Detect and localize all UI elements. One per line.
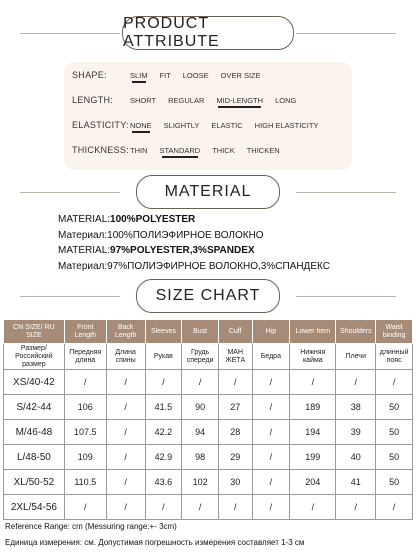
measurement-notes [5, 519, 304, 551]
table-cell: / [290, 370, 336, 395]
table-row-ru-headers [4, 344, 413, 370]
note-ru: Единица измерения: см. Допустимая погрешность измерения составляет 1-3 см [5, 538, 305, 547]
table-cell: L/48-50 [4, 445, 65, 470]
table-cell: 38 [336, 395, 376, 420]
table-cell: 42.2 [145, 420, 182, 445]
table-cell: 90 [182, 395, 219, 420]
table-cell: 43.6 [145, 470, 182, 495]
table-cell: МАН ЖЕТА [218, 344, 252, 370]
table-cell: 102 [182, 470, 219, 495]
table-cell: / [64, 370, 106, 395]
table-cell: / [252, 445, 290, 470]
divider-left [20, 192, 120, 193]
table-cell: 109 [64, 445, 106, 470]
divider-right [296, 296, 396, 297]
table-cell: 50 [376, 470, 413, 495]
divider-left [20, 33, 120, 34]
table-cell: Плечи [336, 344, 376, 370]
table-cell: / [145, 495, 182, 520]
table-cell: / [218, 495, 252, 520]
table-cell: 29 [218, 445, 252, 470]
note-en: Reference Range: cm (Messuring range:+- 3cm) [5, 522, 177, 531]
table-cell: / [252, 420, 290, 445]
table-cell: длинный пояс [376, 344, 413, 370]
table-cell: Рукав [145, 344, 182, 370]
material-line: Материал:100%ПОЛИЭФИРНОЕ ВОЛОКНО [58, 229, 264, 241]
col-header: Sleeves [145, 320, 182, 344]
col-header: Hip [252, 320, 290, 344]
table-cell: 50 [376, 395, 413, 420]
table-cell: / [336, 495, 376, 520]
attr-row-thickness [72, 140, 348, 160]
product-attribute-heading [0, 16, 416, 50]
divider-left [20, 296, 120, 297]
col-header: Front Length [64, 320, 106, 344]
table-row [4, 470, 413, 495]
table-cell: / [336, 370, 376, 395]
table-row [4, 495, 413, 520]
material-list [58, 212, 330, 274]
product-attribute-title: PRODUCT ATTRIBUTE [122, 16, 294, 50]
table-cell: 110.5 [64, 470, 106, 495]
table-cell: / [182, 495, 219, 520]
attr-option: SLIM [130, 70, 148, 80]
attr-option: NONE [130, 120, 152, 130]
col-header: Back Length [106, 320, 145, 344]
size-table [3, 319, 413, 520]
table-cell: Грудь спереди [182, 344, 219, 370]
attr-option: SHORT [130, 95, 157, 105]
table-cell: Размер/ Российский размер [4, 344, 65, 370]
table-cell: Бедра [252, 344, 290, 370]
size-chart-title: SIZE CHART [136, 279, 280, 313]
table-cell: 199 [290, 445, 336, 470]
table-cell: / [145, 370, 182, 395]
attr-label: THICKNESS: [72, 145, 130, 155]
table-cell: / [376, 370, 413, 395]
attr-option: SLIGHTLY [163, 120, 200, 130]
divider-right [296, 33, 396, 34]
table-cell: / [218, 370, 252, 395]
table-cell: / [252, 470, 290, 495]
col-header: Cuff [218, 320, 252, 344]
table-cell: 50 [376, 420, 413, 445]
attr-option: THICK [212, 145, 235, 155]
table-row [4, 370, 413, 395]
col-header: Lower hem [290, 320, 336, 344]
table-cell: 42.9 [145, 445, 182, 470]
attr-row-shape [72, 65, 348, 85]
attr-option: HIGH ELASTICITY [254, 120, 319, 130]
table-cell: / [290, 495, 336, 520]
attr-option: THIN [130, 145, 148, 155]
attr-option: MID-LENGTH [216, 95, 264, 105]
table-cell: / [252, 495, 290, 520]
table-cell: 189 [290, 395, 336, 420]
product-attribute-card [64, 62, 352, 170]
attr-option: OVER SIZE [220, 70, 261, 80]
table-cell: / [106, 370, 145, 395]
table-cell: 94 [182, 420, 219, 445]
table-cell: / [106, 420, 145, 445]
material-line: Материал:97%ПОЛИЭФИРНОЕ ВОЛОКНО,3%СПАНДЕКС [58, 260, 330, 272]
table-row [4, 395, 413, 420]
material-title: MATERIAL [136, 175, 280, 209]
col-header: Waist binding [376, 320, 413, 344]
size-chart-heading [0, 279, 416, 313]
table-cell: XL/50-52 [4, 470, 65, 495]
table-cell: 28 [218, 420, 252, 445]
table-cell: 40 [336, 445, 376, 470]
table-cell: / [106, 495, 145, 520]
table-cell: XS/40-42 [4, 370, 65, 395]
table-cell: / [252, 370, 290, 395]
col-header: CN SIZE/ RU SIZE [4, 320, 65, 344]
table-cell: / [106, 470, 145, 495]
attr-option: LOOSE [182, 70, 209, 80]
attr-option: LONG [275, 95, 297, 105]
attr-option: FIT [159, 70, 171, 80]
attr-label: LENGTH: [72, 95, 114, 105]
table-cell: 194 [290, 420, 336, 445]
table-cell: 50 [376, 445, 413, 470]
table-cell: M/46-48 [4, 420, 65, 445]
col-header: Bust [182, 320, 219, 344]
material-heading [0, 175, 416, 209]
attr-row-elasticity [72, 115, 348, 135]
table-cell: 107.5 [64, 420, 106, 445]
attr-row-length [72, 90, 348, 110]
attr-option: ELASTIC [211, 120, 243, 130]
material-line: MATERIAL:97%POLYESTER,3%SPANDEX [58, 245, 255, 256]
divider-right [296, 192, 396, 193]
table-cell: Передняя длина [64, 344, 106, 370]
table-cell: 39 [336, 420, 376, 445]
table-cell: 41.5 [145, 395, 182, 420]
attr-option: THICKEN [246, 145, 280, 155]
table-cell: 41 [336, 470, 376, 495]
table-cell: / [106, 395, 145, 420]
header-row [4, 320, 413, 344]
table-cell: 98 [182, 445, 219, 470]
table-row [4, 445, 413, 470]
attr-label: ELASTICITY: [72, 120, 129, 130]
table-cell: / [106, 445, 145, 470]
table-cell: 2XL/54-56 [4, 495, 65, 520]
col-header: Shoulders [336, 320, 376, 344]
table-cell: / [182, 370, 219, 395]
table-cell: S/42-44 [4, 395, 65, 420]
material-line: MATERIAL:100%POLYESTER [58, 214, 196, 225]
table-cell: 106 [64, 395, 106, 420]
table-cell: 27 [218, 395, 252, 420]
table-cell: 30 [218, 470, 252, 495]
table-row [4, 420, 413, 445]
table-cell: Нижняя кайма [290, 344, 336, 370]
attr-label: SHAPE: [72, 70, 107, 80]
table-cell: 204 [290, 470, 336, 495]
table-cell: / [376, 495, 413, 520]
table-cell: Длина спины [106, 344, 145, 370]
attr-option: REGULAR [168, 95, 205, 105]
table-cell: / [64, 495, 106, 520]
attr-option: STANDARD [159, 145, 201, 155]
table-cell: / [252, 395, 290, 420]
